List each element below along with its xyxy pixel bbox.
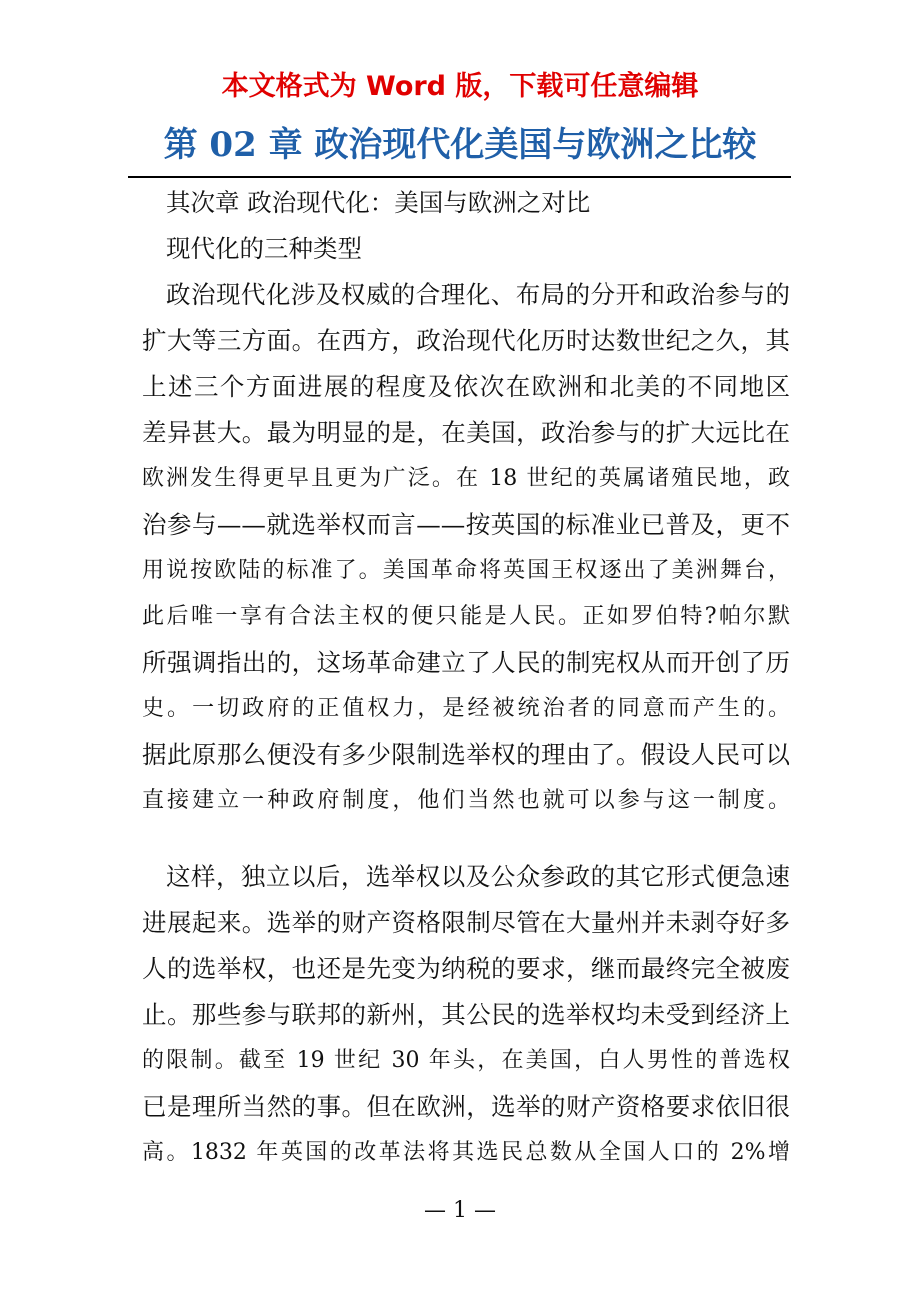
paragraph-line: 史。一切政府的正值权力，是经被统治者的同意而产生的。 <box>142 696 790 721</box>
paragraph-line: 这样，独立以后，选举权以及公众参政的其它形式便急速 <box>166 862 790 891</box>
paragraph-line: 政治现代化涉及权威的合理化、布局的分开和政治参与的 <box>166 280 790 309</box>
paragraph-line: 欧洲发生得更早且更为广泛。在 18 世纪的英属诸殖民地，政 <box>142 466 790 491</box>
paragraph-line: 此后唯一享有合法主权的便只能是人民。正如罗伯特?帕尔默 <box>142 604 790 629</box>
document-title: 第 02 章 政治现代化美国与欧洲之比较 <box>163 125 757 165</box>
paragraph-line: 差异甚大。最为明显的是，在美国，政治参与的扩大远比在 <box>142 418 790 447</box>
paragraph-line: 扩大等三方面。在西方，政治现代化历时达数世纪之久，其 <box>142 326 790 355</box>
paragraph-line: 的限制。截至 19 世纪 30 年头，在美国，白人男性的普选权 <box>142 1048 790 1073</box>
section-heading-line: 现代化的三种类型 <box>166 234 362 263</box>
paragraph-line: 直接建立一种政府制度，他们当然也就可以参与这一制度。 <box>142 788 790 813</box>
paragraph-line: 进展起来。选举的财产资格限制尽管在大量州并未剥夺好多 <box>142 908 790 937</box>
page-number: — 1 — <box>424 1198 496 1223</box>
paragraph-line: 据此原那么便没有多少限制选举权的理由了。假设人民可以 <box>142 740 790 769</box>
paragraph-line: 止。那些参与联邦的新州，其公民的选举权均未受到经济上 <box>142 1000 790 1029</box>
format-banner: 本文格式为 Word 版，下载可任意编辑 <box>221 71 699 102</box>
paragraph-line: 治参与——就选举权而言——按英国的标准业已普及，更不 <box>142 510 790 539</box>
paragraph-line: 人的选举权，也还是先变为纳税的要求，继而最终完全被废 <box>142 954 790 983</box>
paragraph-line: 用说按欧陆的标准了。美国革命将英国王权逐出了美洲舞台， <box>142 558 790 583</box>
paragraph-line: 上述三个方面进展的程度及依次在欧洲和北美的不同地区 <box>142 372 790 401</box>
paragraph-line: 已是理所当然的事。但在欧洲，选举的财产资格要求依旧很 <box>142 1092 790 1121</box>
chapter-heading-line: 其次章 政治现代化：美国与欧洲之对比 <box>166 188 591 217</box>
title-divider <box>128 176 791 178</box>
paragraph-line: 高。1832 年英国的改革法将其选民总数从全国人口的 2%增 <box>142 1140 790 1165</box>
paragraph-line: 所强调指出的，这场革命建立了人民的制宪权从而开创了历 <box>142 648 790 677</box>
